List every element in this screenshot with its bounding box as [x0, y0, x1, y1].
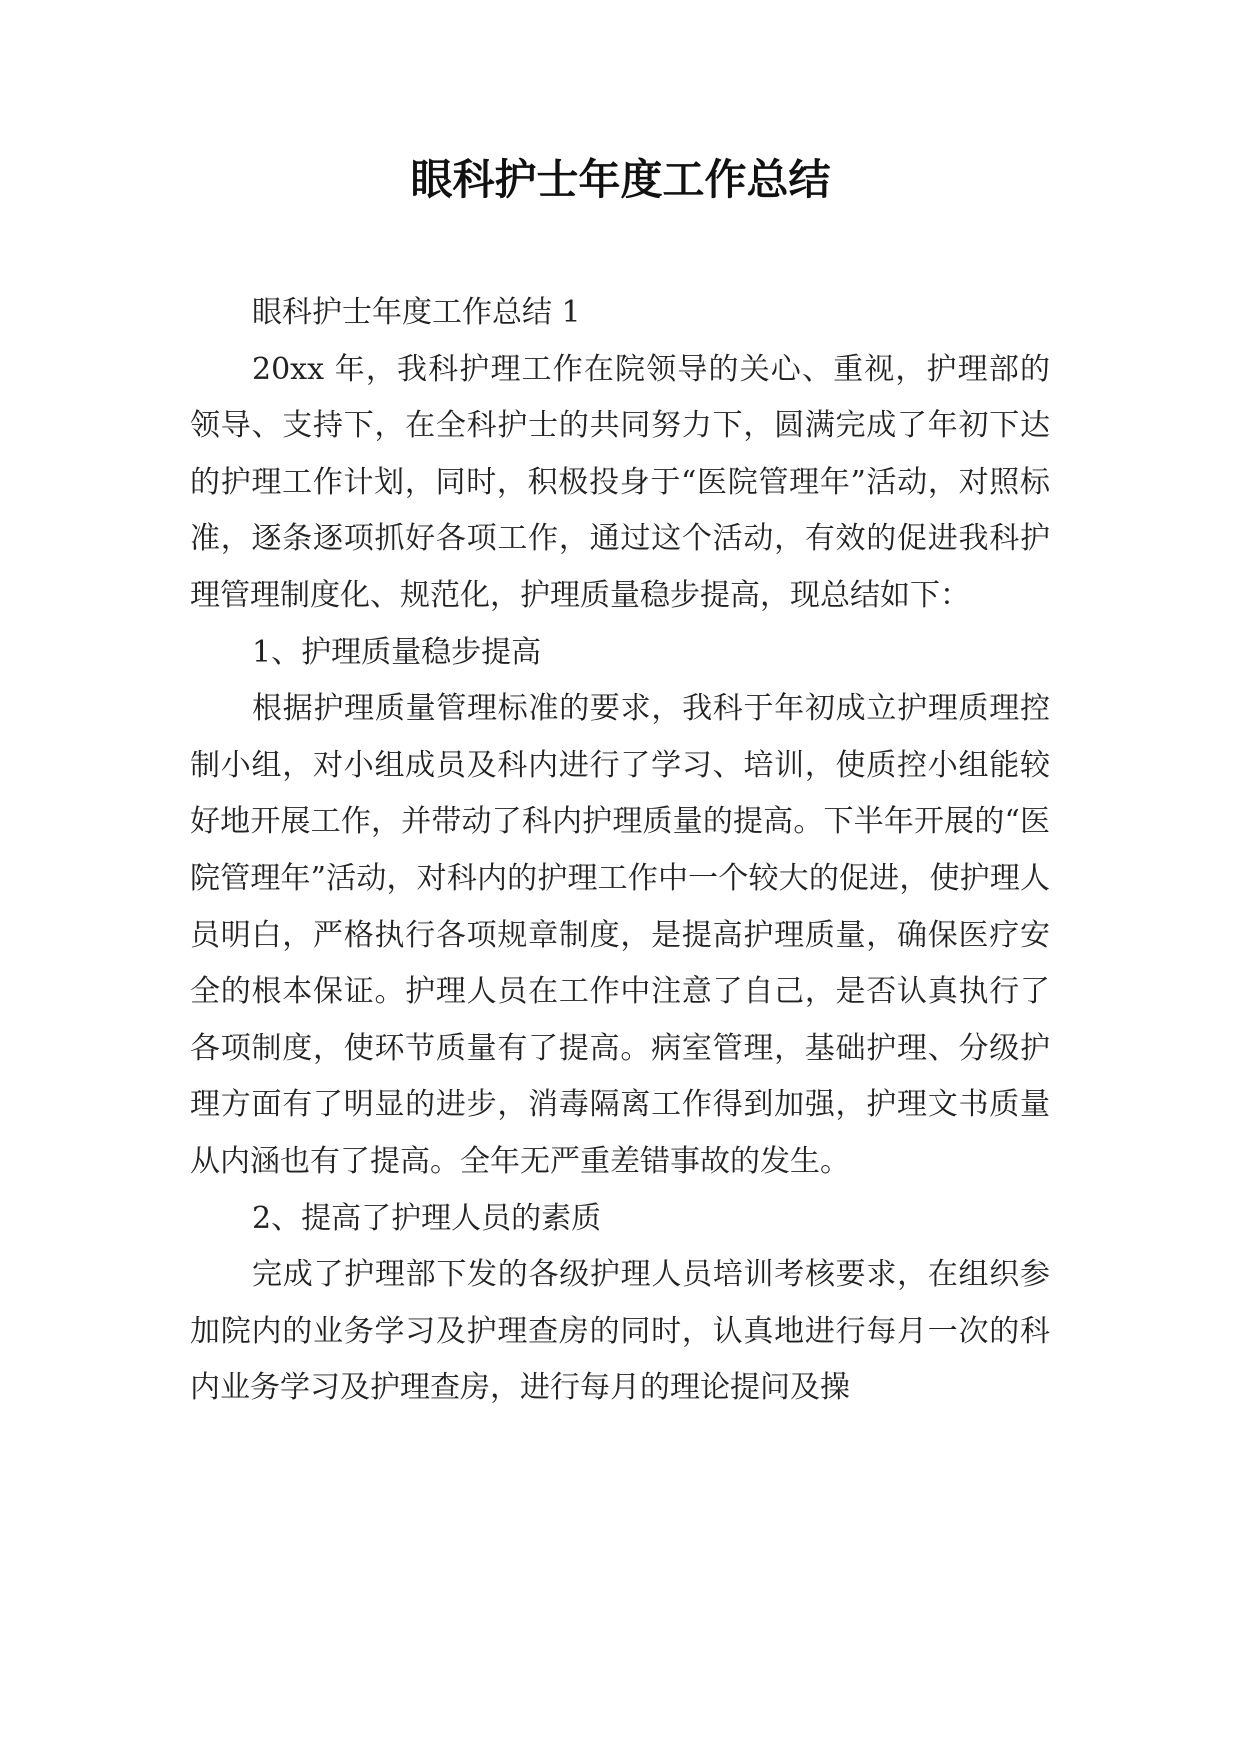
section-heading-staff-quality: 2、提高了护理人员的素质: [252, 1200, 602, 1236]
paragraph-quality: 根据护理质量管理标准的要求，我科于年初成立护理质理控制小组，对小组成员及科内进行了学习、培训，使质控小组能较好地开展工作，并带动了科内护理质量的提高。下半年开展的“医院管理年”活动，对科内的护理工作中一个较大的促进，使护理人员明白，严格执行各项规章制度，是提高护理质量，确保医疗安全的根本保证。护理人员在工作中注意了自己，是否认真执行了各项制度，使环节质量有了提高。病室管理，基础护理、分级护理方面有了明显的进步，消毒隔离工作得到加强，护理文书质量从内涵也有了提高。全年无严重差错事故的发生。: [190, 691, 1050, 1179]
paragraph-training: 完成了护理部下发的各级护理人员培训考核要求，在组织参加院内的业务学习及护理查房的同时，认真地进行每月一次的科内业务学习及护理查房，进行每月的理论提问及操: [190, 1257, 1050, 1406]
section-heading-quality: 1、护理质量稳步提高: [252, 634, 542, 670]
document-body: [190, 285, 1050, 1417]
document-title: 眼科护士年度工作总结: [410, 155, 831, 204]
paragraph-intro: 20xx 年，我科护理工作在院领导的关心、重视，护理部的领导、支持下，在全科护士的共同努力下，圆满完成了年初下达的护理工作计划，同时，积极投身于“医院管理年”活动，对照标准，逐条逐项抓好各项工作，通过这个活动，有效的促进我科护理管理制度化、规范化，护理质量稳步提高，现总结如下：: [190, 351, 1050, 613]
section-heading-summary-1: 眼科护士年度工作总结 1: [252, 295, 581, 330]
